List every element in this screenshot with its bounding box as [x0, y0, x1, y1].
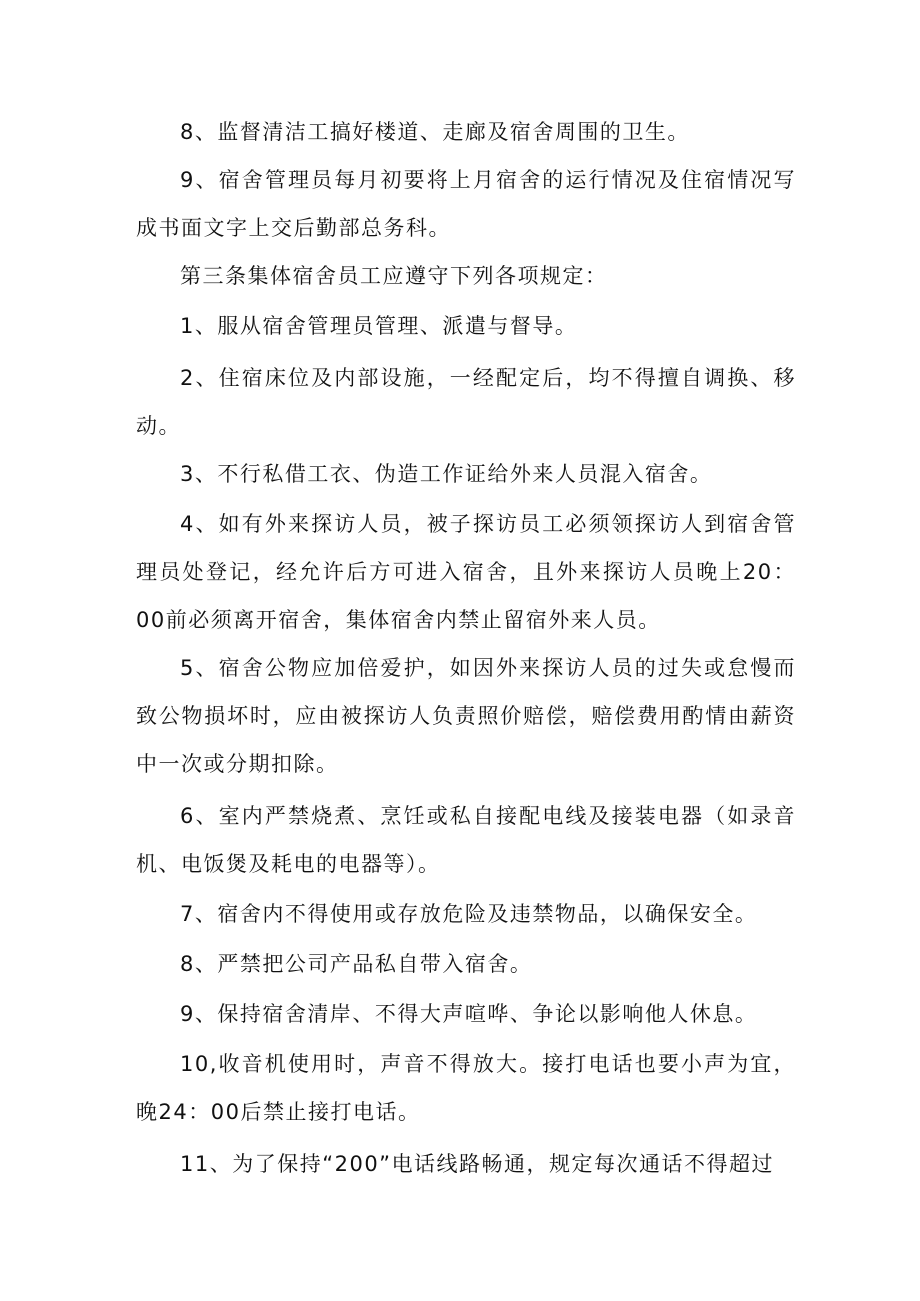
paragraph-monthly-report: 9、宿舍管理员每月初要将上月宿舍的运行情况及住宿情况写成书面文字上交后勤部总务科。: [136, 168, 796, 240]
paragraph-supervise-cleaning: 8、监督清洁工搞好楼道、走廊及宿舍周围的卫生。: [180, 120, 690, 144]
paragraph-rule-7: 7、宿舍内不得使用或存放危险及违禁物品，以确保安全。: [180, 902, 758, 926]
paragraph-rule-3: 3、不行私借工衣、伪造工作证给外来人员混入宿舍。: [180, 462, 713, 486]
paragraph-rule-5: 5、宿舍公物应加倍爱护，如因外来探访人员的过失或怠慢而致公物损坏时，应由被探访人负责照价赔偿，赔偿费用酌情由薪资中一次或分期扣除。: [136, 656, 796, 776]
paragraph-rule-10: 10,收音机使用时，声音不得放大。接打电话也要小声为宜，晚24：00后禁止接打电话。: [136, 1052, 796, 1124]
paragraph-rule-4: 4、如有外来探访人员，被子探访员工必须领探访人到宿舍管理员处登记，经允许后方可进入宿舍，且外来探访人员晚上20：00前必须离开宿舍，集体宿舍内禁止留宿外来人员。: [136, 512, 796, 632]
paragraph-article-three-heading: 第三条集体宿舍员工应遵守下列各项规定：: [180, 264, 608, 288]
paragraph-rule-2: 2、住宿床位及内部设施，一经配定后，均不得擅自调换、移动。: [136, 366, 796, 438]
paragraph-rule-9: 9、保持宿舍清岸、不得大声喧哗、争论以影响他人休息。: [180, 1002, 758, 1026]
paragraph-rule-8: 8、严禁把公司产品私自带入宿舍。: [180, 952, 533, 976]
paragraph-rule-1: 1、服从宿舍管理员管理、派遣与督导。: [180, 314, 578, 338]
paragraph-rule-11: 11、为了保持“200”电话线路畅通，规定每次通话不得超过: [180, 1152, 775, 1176]
paragraph-rule-6: 6、室内严禁烧煮、烹饪或私自接配电线及接装电器（如录音机、电饭煲及耗电的电器等）。: [136, 804, 796, 876]
